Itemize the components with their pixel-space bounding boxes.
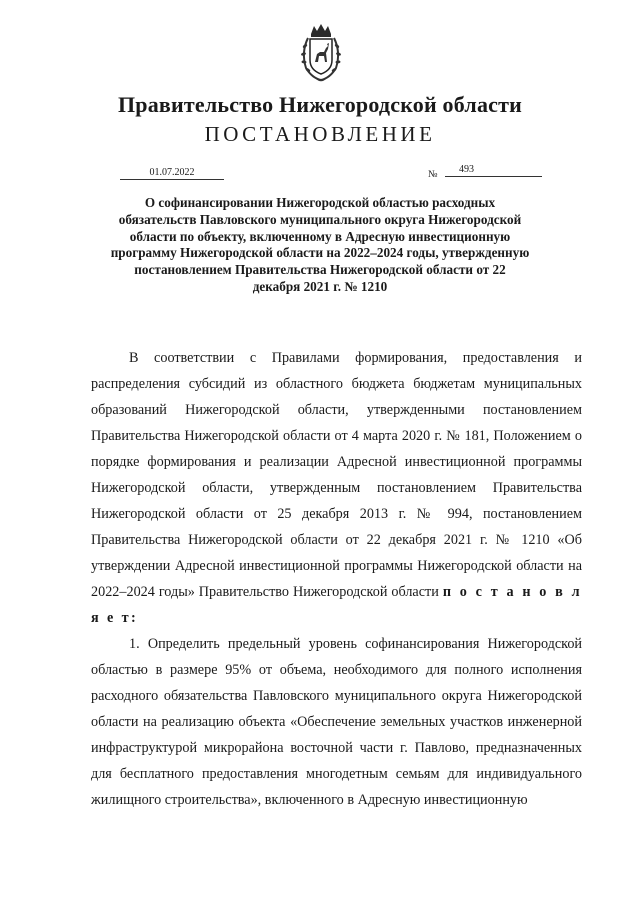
preamble-paragraph	[91, 345, 582, 631]
document-date: 01.07.2022	[120, 166, 224, 180]
preamble-text: В соответствии с Правилами формирования, предоставления и распределения субсидий из областного бюджета бюджетам муниципальных образований Нижегородской области, утвержденными постановлением Правительства Нижегородской области от 4 марта 2020 г. № 181, Положением о порядке формирования и реализации Адресной инвестиционной программы Нижегородской области, утвержденным постановлением Правительства Нижегородской области от 25 декабря 2013 г. № 994, постановлением Правительства Нижегородской области от 22 декабря 2021 г. № 1210 «Об утверждении Адресной инвестиционной программы Нижегородской области на 2022–2024 годы» Правительство Нижегородской области	[91, 350, 582, 600]
organization-title: Правительство Нижегородской области	[117, 92, 522, 117]
number-sign: №	[428, 169, 438, 180]
document-subject: О софинансировании Нижегородской областью расходных обязательств Павловского муниципального округа Нижегородской области по объекту, включенному в Адресную инвестиционную программу Нижегородской области на 2022–2024 годы, утвержденную постановлением Правительства Нижегородской области от 22 декабря 2021 г. № 1210	[110, 195, 530, 294]
decree-word: п о с т а н о в л я е т:	[91, 584, 582, 626]
document-body	[91, 345, 582, 813]
document-type: ПОСТАНОВЛЕНИЕ	[204, 122, 436, 146]
coat-of-arms-emblem	[298, 22, 344, 84]
item-1-paragraph: 1. Определить предельный уровень софинансирования Нижегородской областью в размере 95% от объема, необходимого для полного исполнения расходного обязательства Павловского муниципального округа Нижегородской области на реализацию объекта «Обеспечение земельных участков инженерной инфраструктурой микрорайона восточной части г. Павлово, предназначенных для бесплатного предоставления многодетным семьям для индивидуального жилищного строительства», включенного в Адресную инвестиционную	[91, 636, 582, 808]
document-number: 493	[445, 163, 542, 177]
